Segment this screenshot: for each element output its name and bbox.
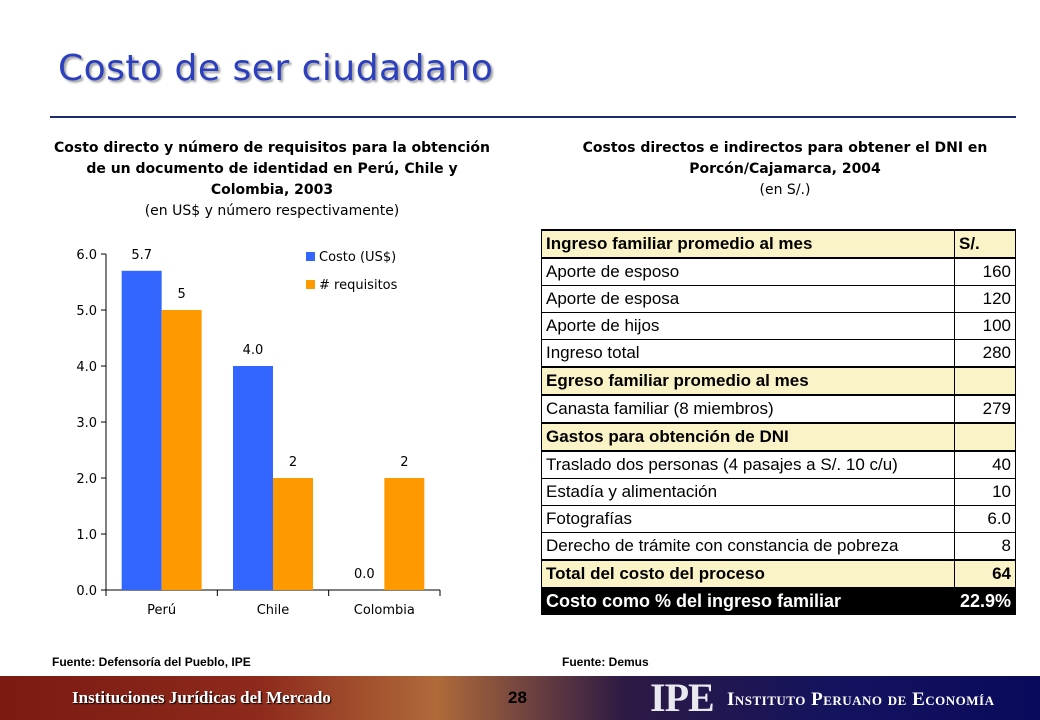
table-cell-value: S/. [955, 230, 1016, 258]
table-cell-label: Derecho de trámite con constancia de pobreza [542, 533, 955, 561]
table-cell-value: 40 [955, 451, 1016, 479]
data-label: 5.7 [131, 247, 153, 263]
table-cell-value: 100 [955, 313, 1016, 340]
table-cell-value: 279 [955, 395, 1016, 423]
data-label: 0.0 [353, 567, 375, 582]
legend-swatch [306, 280, 315, 289]
table-cell-value: 160 [955, 258, 1016, 286]
table-section-header [542, 230, 1016, 258]
table-cell-label: Costo como % del ingreso familiar [542, 588, 955, 615]
table-percent-row [542, 588, 1016, 615]
table-cell-value: 8 [955, 533, 1016, 561]
chart-caption-title: Costo directo y número de requisitos para la obtención de un documento de identidad en Perú, Chile y Colombia, 2003 [53, 140, 491, 198]
table-cell-value: 10 [955, 479, 1016, 506]
table-cell-label: Egreso familiar promedio al mes [542, 367, 955, 395]
table-cell-label: Ingreso familiar promedio al mes [542, 230, 955, 258]
footer-brand-name: Instituto Peruano de Economía [727, 689, 995, 710]
table-row [542, 258, 1016, 286]
x-tick-label: Colombia [353, 603, 415, 618]
table-cell-label: Aporte de hijos [542, 313, 955, 340]
x-tick-label: Perú [147, 603, 177, 618]
table-row [542, 340, 1016, 368]
title-divider [50, 116, 1016, 118]
table-cell-value: 64 [955, 560, 1016, 588]
table-cell-label: Estadía y alimentación [542, 479, 955, 506]
table-row [542, 533, 1016, 561]
data-label: 4.0 [242, 343, 264, 358]
table-row [542, 286, 1016, 313]
table-section-header [542, 367, 1016, 395]
y-tick-label: 5.0 [76, 304, 97, 319]
table-cell-label: Gastos para obtención de DNI [542, 423, 955, 451]
table-row [542, 451, 1016, 479]
legend-label: # requisitos [319, 278, 398, 293]
chart-caption [52, 138, 492, 222]
legend-swatch [306, 252, 315, 261]
y-tick-label: 3.0 [76, 416, 97, 431]
table-cell-label: Traslado dos personas (4 pasajes a S/. 10 c/u) [542, 451, 955, 479]
bar-requisitos [162, 310, 202, 590]
data-label: 2 [400, 455, 409, 470]
x-tick-label: Chile [256, 603, 290, 618]
table-row [542, 479, 1016, 506]
bar-costo [122, 271, 162, 590]
table-cell-label: Canasta familiar (8 miembros) [542, 395, 955, 423]
legend-label: Costo (US$) [319, 250, 397, 265]
table-caption-title: Costos directos e indirectos para obtener el DNI en Porcón/Cajamarca, 2004 [582, 140, 988, 177]
table-row [542, 395, 1016, 423]
table-section-header [542, 423, 1016, 451]
table-cell-label: Fotografías [542, 506, 955, 533]
bar-requisitos [384, 478, 424, 590]
data-label: 5 [177, 287, 186, 302]
footer-bar [0, 676, 1040, 720]
table-cell-label: Aporte de esposa [542, 286, 955, 313]
ipe-logo: IPE [650, 675, 714, 720]
table-cell-value: 22.9% [955, 588, 1016, 615]
chart-caption-units: (en US$ y número respectivamente) [144, 203, 400, 219]
table-caption-units: (en S/.) [759, 182, 811, 198]
table-row [542, 506, 1016, 533]
y-tick-label: 1.0 [76, 528, 97, 543]
y-tick-label: 0.0 [76, 584, 97, 599]
table-row [542, 313, 1016, 340]
cost-table [541, 229, 1016, 615]
footer-section-title: Instituciones Jurídicas del Mercado [72, 688, 331, 707]
y-tick-label: 6.0 [76, 248, 97, 263]
table-cell-value: 6.0 [955, 506, 1016, 533]
table-cell-value [955, 367, 1016, 395]
bar-costo [233, 366, 273, 590]
y-tick-label: 4.0 [76, 360, 97, 375]
table-source: Fuente: Demus [562, 655, 649, 669]
table-cell-label: Total del costo del proceso [542, 560, 955, 588]
table-cell-value: 120 [955, 286, 1016, 313]
table-cell-label: Aporte de esposo [542, 258, 955, 286]
table-caption [560, 138, 1010, 201]
table-cell-value: 280 [955, 340, 1016, 368]
table-total-row [542, 560, 1016, 588]
data-label: 2 [288, 455, 298, 470]
bar-requisitos [273, 478, 313, 590]
table-cell-value [955, 423, 1016, 451]
table-cell-label: Ingreso total [542, 340, 955, 368]
slide-title: Costo de ser ciudadano [58, 48, 494, 89]
y-tick-label: 2.0 [76, 472, 97, 487]
page-number: 28 [508, 688, 527, 707]
bar-chart [40, 236, 460, 636]
chart-source: Fuente: Defensoría del Pueblo, IPE [52, 655, 251, 669]
